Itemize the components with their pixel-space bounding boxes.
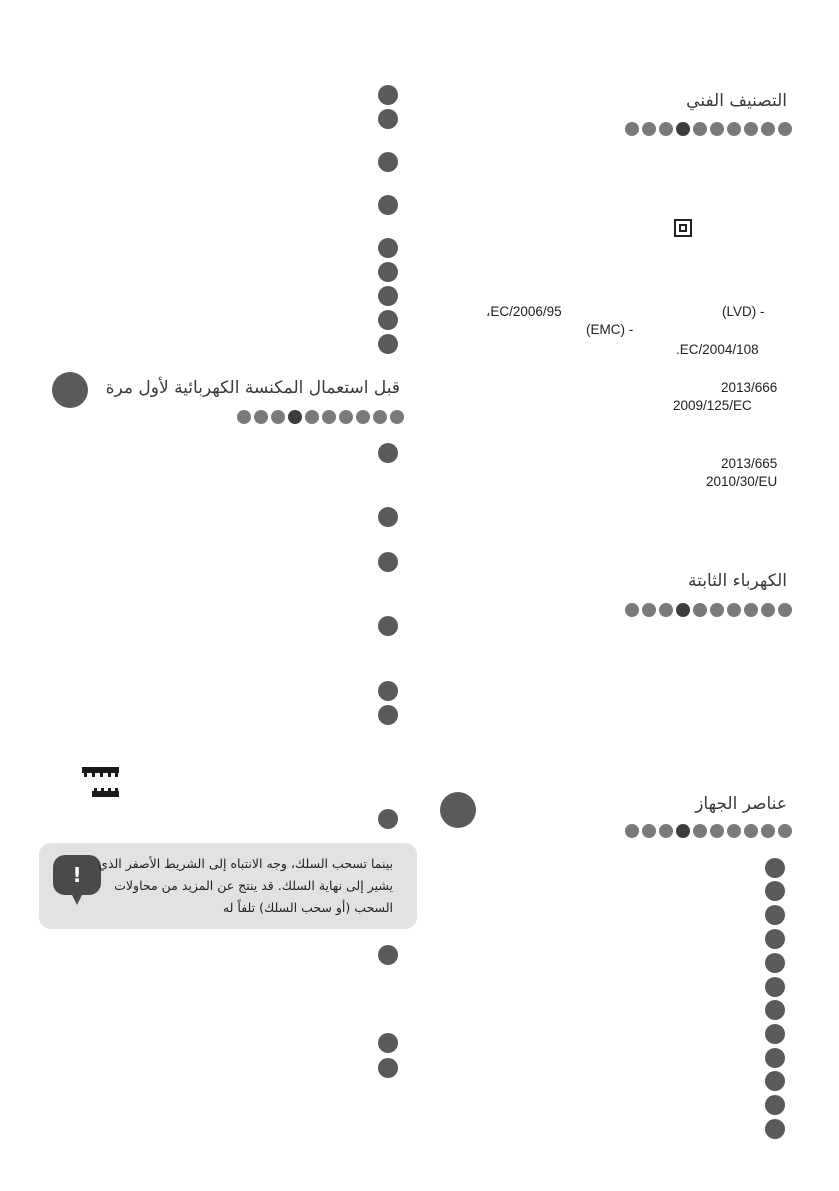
- list-bullet: [378, 286, 398, 306]
- cord-marker-icon: [82, 765, 122, 801]
- section-title-static-electricity: الكهرباء الثابتة: [687, 571, 787, 591]
- section-title-before-first-use: قبل استعمال المكنسة الكهربائية لأول مرة: [105, 378, 400, 398]
- list-bullet: [378, 705, 398, 725]
- list-bullet: [378, 443, 398, 463]
- component-bullet: [765, 905, 785, 925]
- list-bullet: [378, 262, 398, 282]
- lvd-reference: 2006/95/EC،: [486, 304, 562, 319]
- component-bullet: [765, 953, 785, 973]
- list-bullet: [378, 945, 398, 965]
- component-bullet: [765, 1000, 785, 1020]
- list-bullet: [378, 616, 398, 636]
- regulation-code-2: 2013/665: [721, 456, 778, 471]
- warning-icon-tail: [70, 891, 84, 905]
- component-bullet: [765, 929, 785, 949]
- warning-callout: [39, 843, 417, 929]
- list-bullet: [378, 195, 398, 215]
- emc-label: (EMC) -: [586, 322, 634, 337]
- section-number-badge: [440, 792, 476, 828]
- regulation-code-1: 2013/666: [721, 380, 778, 395]
- list-bullet: [378, 85, 398, 105]
- component-bullet: [765, 977, 785, 997]
- component-bullet: [765, 1071, 785, 1091]
- list-bullet: [378, 1033, 398, 1053]
- regulation-directive-1: 2009/125/EC: [673, 398, 752, 413]
- list-bullet: [378, 809, 398, 829]
- section-title-components: عناصر الجهاز: [695, 794, 787, 814]
- section-divider-dots: [625, 603, 792, 617]
- regulation-directive-2: 2010/30/EU: [706, 474, 778, 489]
- list-bullet: [378, 310, 398, 330]
- list-bullet: [378, 152, 398, 172]
- component-bullet: [765, 1048, 785, 1068]
- component-bullet: [765, 1119, 785, 1139]
- section-divider-dots: [237, 410, 404, 424]
- component-bullet: [765, 858, 785, 878]
- class-ii-symbol-icon: [674, 219, 692, 237]
- section-divider-dots: [625, 824, 792, 838]
- list-bullet: [378, 334, 398, 354]
- warning-icon: !: [53, 855, 101, 895]
- component-bullet: [765, 881, 785, 901]
- list-bullet: [378, 238, 398, 258]
- emc-reference: 2004/108/EC.: [676, 342, 759, 357]
- list-bullet: [378, 552, 398, 572]
- list-bullet: [378, 681, 398, 701]
- list-bullet: [378, 507, 398, 527]
- component-bullet: [765, 1095, 785, 1115]
- section-title-technical: التصنيف الفني: [686, 91, 787, 111]
- list-bullet: [378, 109, 398, 129]
- lvd-label: (LVD) -: [722, 304, 765, 319]
- warning-text: بينما تسحب السلك، وجه الانتباه إلى الشريط الأصفر الذي يشير إلى نهاية السلك. قد ينتج عن المزيد من محاولات السحب (أو سحب السلك) تلفاً له: [98, 856, 393, 915]
- component-bullet: [765, 1024, 785, 1044]
- section-number-badge: [52, 372, 88, 408]
- list-bullet: [378, 1058, 398, 1078]
- section-divider-dots: [625, 122, 792, 136]
